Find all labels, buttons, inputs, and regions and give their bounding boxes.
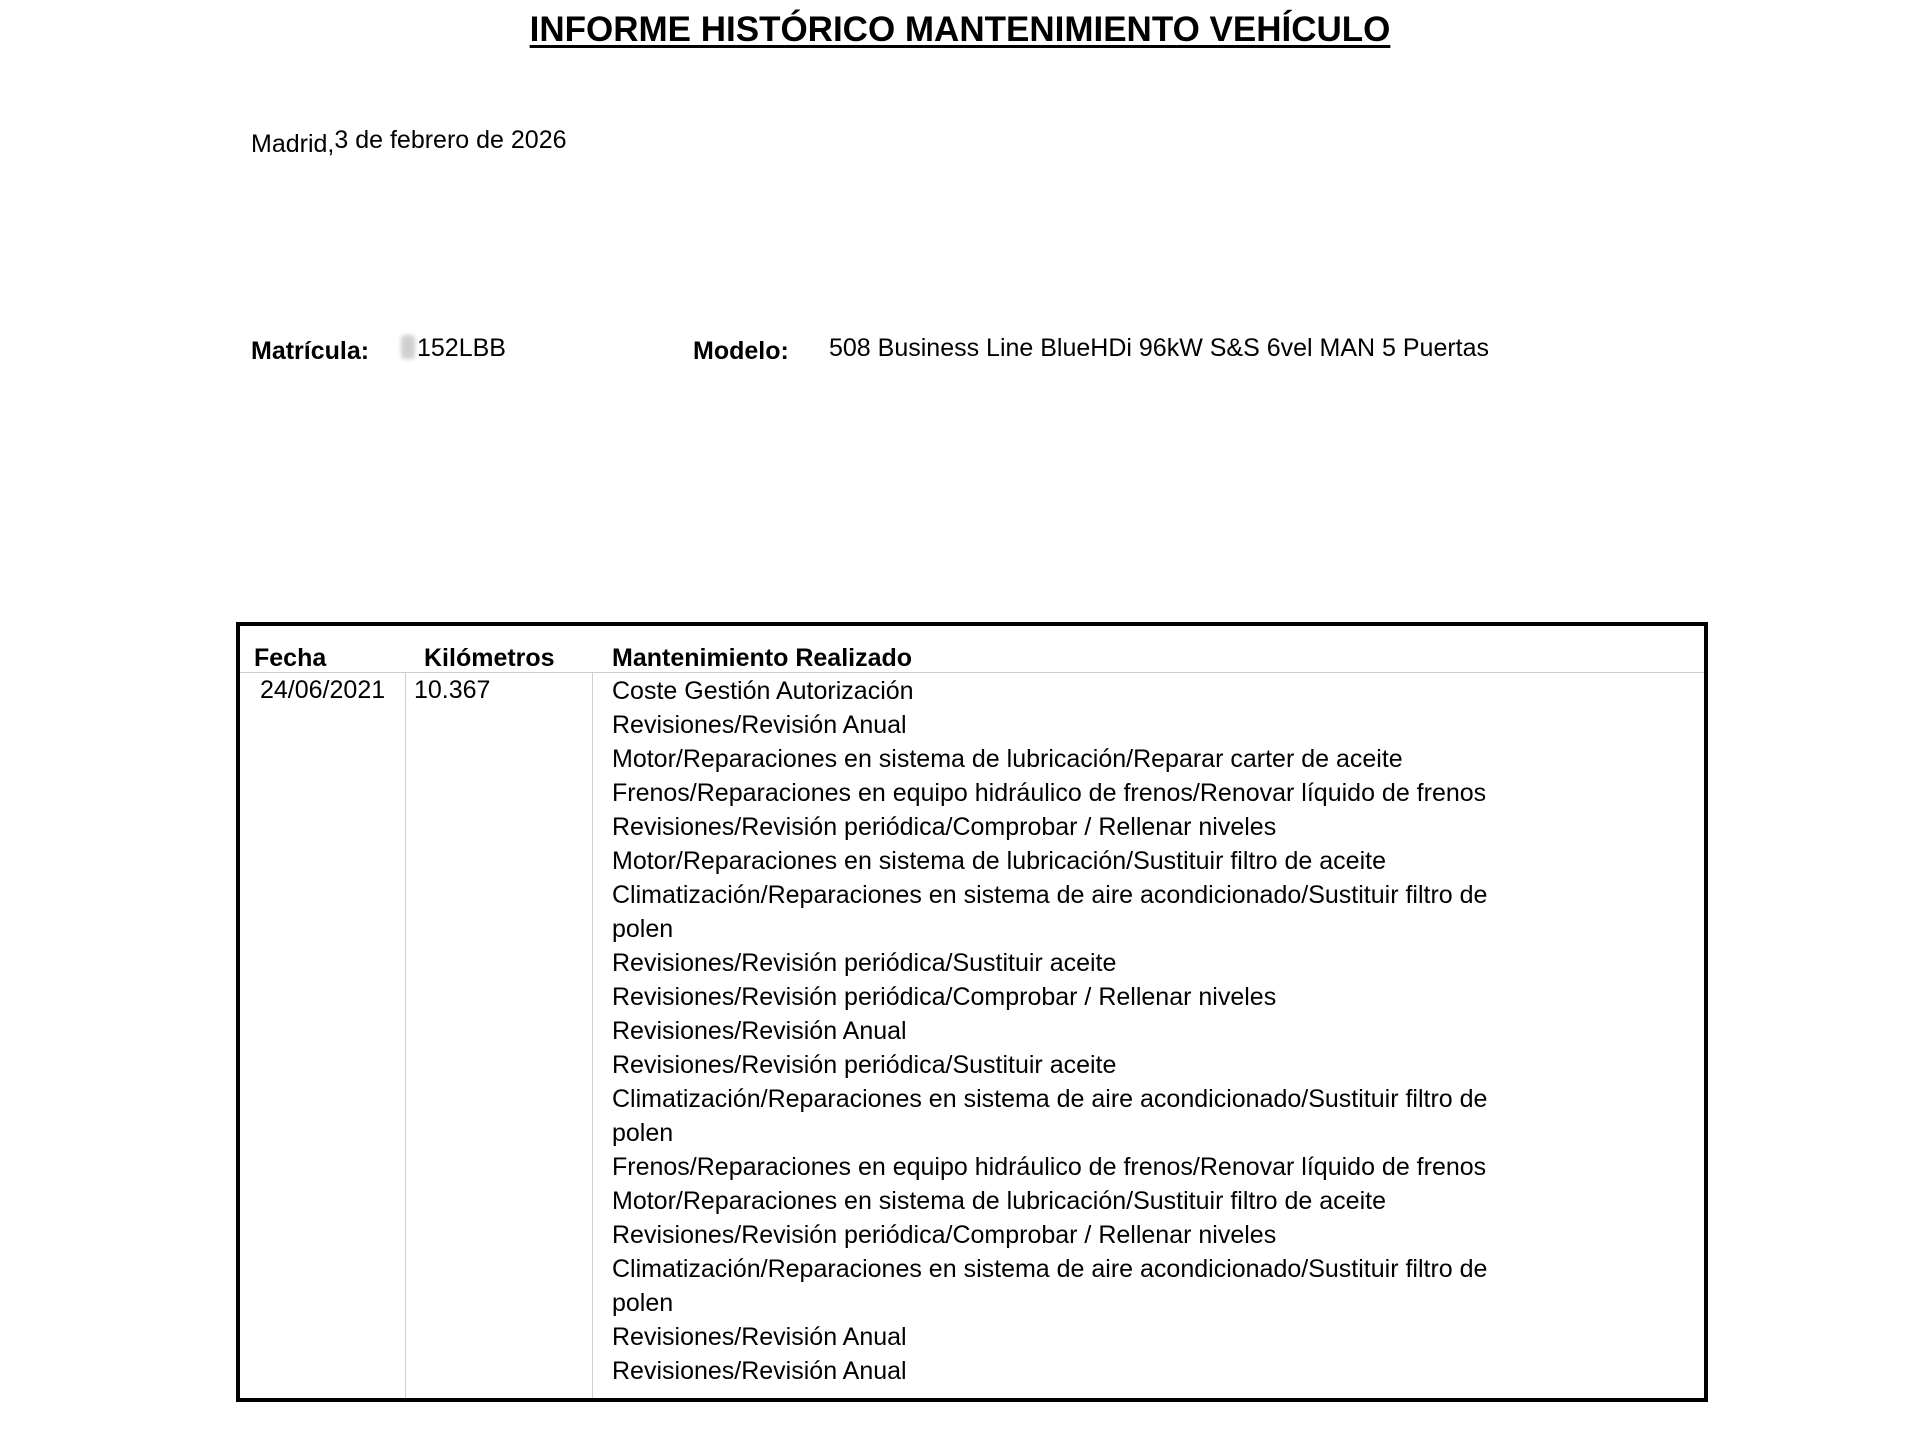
model-value: 508 Business Line BlueHDi 96kW S&S 6vel MAN 5 Puertas (829, 334, 1490, 362)
maintenance-task-item: Revisiones/Revisión Anual (612, 1017, 907, 1045)
maintenance-task-item: Revisiones/Revisión periódica/Sustituir aceite (612, 949, 1117, 977)
maintenance-task-item: Climatización/Reparaciones en sistema de aire acondicionado/Sustituir filtro de polen (612, 1085, 1488, 1147)
place: Madrid, (251, 130, 335, 158)
maintenance-task-item: Revisiones/Revisión Anual (612, 1323, 907, 1351)
maintenance-task-item: Revisiones/Revisión periódica/Comprobar / Rellenar niveles (612, 983, 1277, 1011)
plate-value: 152LBB (417, 334, 506, 362)
header-maintenance: Mantenimiento Realizado (612, 644, 913, 672)
maintenance-task-item: Revisiones/Revisión Anual (612, 1357, 907, 1385)
maintenance-task-item: Frenos/Reparaciones en equipo hidráulico de frenos/Renovar líquido de frenos (612, 1153, 1487, 1181)
report-title: INFORME HISTÓRICO MANTENIMIENTO VEHÍCULO (529, 10, 1391, 49)
row-date: 24/06/2021 (260, 676, 386, 704)
maintenance-task-item: Climatización/Reparaciones en sistema de aire acondicionado/Sustituir filtro de polen (612, 881, 1488, 943)
maintenance-task-item: Revisiones/Revisión periódica/Comprobar / Rellenar niveles (612, 1221, 1277, 1249)
report-date: 3 de febrero de 2026 (334, 126, 567, 154)
row-km: 10.367 (414, 676, 491, 704)
header-km: Kilómetros (424, 644, 555, 672)
plate-value-wrapper (401, 334, 506, 363)
maintenance-task-item: Motor/Reparaciones en sistema de lubricación/Reparar carter de aceite (612, 745, 1403, 773)
maintenance-task-item: Climatización/Reparaciones en sistema de aire acondicionado/Sustituir filtro de polen (612, 1255, 1488, 1317)
maintenance-task-item: Motor/Reparaciones en sistema de lubricación/Sustituir filtro de aceite (612, 1187, 1386, 1215)
column-divider (405, 672, 406, 1398)
header-date: Fecha (254, 644, 327, 672)
column-divider (592, 672, 593, 1398)
maintenance-task-item: Coste Gestión Autorización (612, 677, 914, 705)
maintenance-task-item: Revisiones/Revisión Anual (612, 711, 907, 739)
redaction-mark (401, 335, 415, 359)
maintenance-task-item: Revisiones/Revisión periódica/Comprobar / Rellenar niveles (612, 813, 1277, 841)
maintenance-task-list (612, 674, 1542, 1388)
maintenance-task-item: Motor/Reparaciones en sistema de lubricación/Sustituir filtro de aceite (612, 847, 1386, 875)
maintenance-task-item: Revisiones/Revisión periódica/Sustituir aceite (612, 1051, 1117, 1079)
model-label: Modelo: (693, 337, 789, 365)
maintenance-table (236, 622, 1708, 1402)
place-date-line (251, 126, 567, 159)
maintenance-task-item: Frenos/Reparaciones en equipo hidráulico de frenos/Renovar líquido de frenos (612, 779, 1487, 807)
plate-label: Matrícula: (251, 337, 370, 365)
